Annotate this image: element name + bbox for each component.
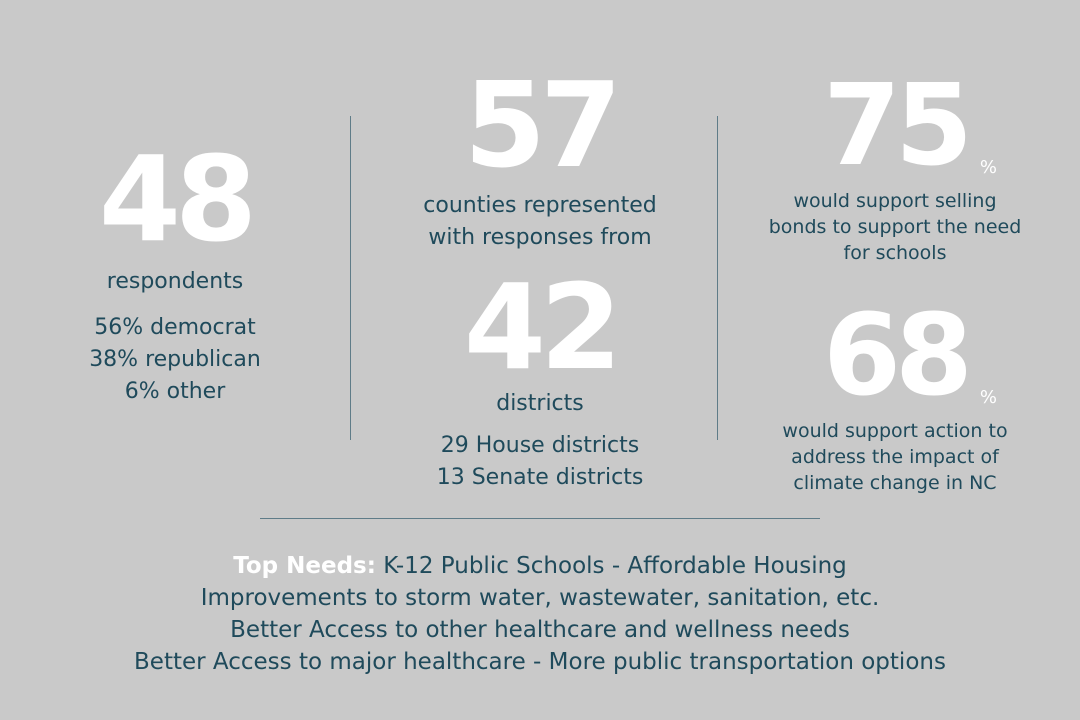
respondents-count: 48 xyxy=(98,130,252,268)
senate-districts: 13 Senate districts xyxy=(436,465,644,490)
districts-count: 42 xyxy=(463,258,617,396)
divider-right xyxy=(717,116,718,440)
party-democrat: 56% democrat xyxy=(94,315,256,340)
counties-label-line2: with responses from xyxy=(428,225,652,250)
climate-section xyxy=(750,291,1040,496)
climate-line1: would support action to xyxy=(782,420,1008,442)
top-needs-line2: Improvements to storm water, wastewater, sanitation, etc. xyxy=(200,585,880,611)
top-needs-line1 xyxy=(40,550,1040,582)
climate-percent-value: 68 xyxy=(823,291,967,421)
districts-breakdown xyxy=(390,430,690,494)
respondents-section xyxy=(60,130,290,408)
bonds-percent-value: 75 xyxy=(823,61,967,191)
bonds-line1: would support selling xyxy=(793,190,997,212)
bonds-line3: for schools xyxy=(843,242,947,264)
bonds-description xyxy=(750,188,1040,266)
bonds-section xyxy=(750,61,1040,266)
divider-horizontal xyxy=(260,518,820,519)
top-needs-line4: Better Access to major healthcare - More public transportation options xyxy=(134,649,946,675)
top-needs-line3: Better Access to other healthcare and wellness needs xyxy=(230,617,850,643)
counties-section xyxy=(390,56,690,254)
districts-label: districts xyxy=(496,391,584,416)
party-republican: 38% republican xyxy=(89,347,261,372)
counties-label-line1: counties represented xyxy=(423,193,657,218)
house-districts: 29 House districts xyxy=(440,433,640,458)
counties-label xyxy=(390,190,690,254)
climate-description xyxy=(750,418,1040,496)
divider-left xyxy=(350,116,351,440)
climate-line3: climate change in NC xyxy=(793,472,997,494)
top-needs-heading: Top Needs: xyxy=(233,553,376,579)
top-needs-item1: K-12 Public Schools - Affordable Housing xyxy=(383,553,847,579)
counties-count: 57 xyxy=(463,56,617,194)
climate-percent-sign: % xyxy=(979,387,997,408)
party-other: 6% other xyxy=(124,379,226,404)
districts-section xyxy=(390,258,690,494)
respondents-label: respondents xyxy=(106,269,244,294)
bonds-line2: bonds to support the need xyxy=(768,216,1022,238)
bonds-percent-sign: % xyxy=(979,157,997,178)
top-needs-section xyxy=(40,550,1040,678)
party-breakdown xyxy=(60,312,290,408)
climate-line2: address the impact of xyxy=(791,446,999,468)
